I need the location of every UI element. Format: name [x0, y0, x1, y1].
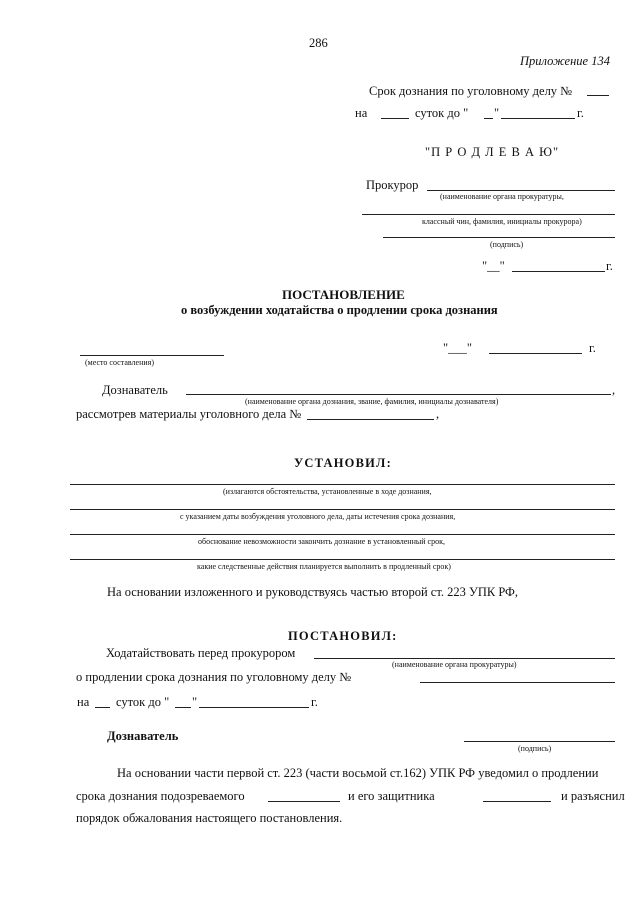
caption-decided-organ: (наименование органа прокуратуры) [392, 660, 517, 669]
term-line-text: Срок дознания по уголовному делу № [369, 84, 573, 98]
decided-heading: ПОСТАНОВИЛ: [288, 629, 398, 643]
decided-days-blank [95, 707, 110, 708]
quote-mid: " [494, 106, 500, 120]
investigator-comma: , [612, 383, 616, 397]
established-line-1 [70, 484, 615, 485]
established-caption-4: какие следственные действия планируется выполнить в продленный срок) [197, 562, 451, 571]
established-line-2 [70, 509, 615, 510]
decided-month-blank [199, 707, 309, 708]
place-blank [80, 355, 224, 356]
caption-place: (место составления) [85, 358, 154, 367]
decided-quote-mid: " [192, 695, 198, 709]
notice-line-3: порядок обжалования настоящего постановления. [76, 811, 343, 825]
established-caption-2: с указанием даты возбуждения уголовного дела, даты истечения срока дознания, [180, 512, 456, 521]
reviewed-text: рассмотрев материалы уголовного дела № [76, 407, 302, 421]
sutok-do-label: суток до " [415, 106, 469, 120]
page-number: 286 [309, 36, 328, 50]
days-blank [381, 118, 409, 119]
approval-date-blank [512, 271, 605, 272]
notice-line-2c: и разъяснил [561, 789, 625, 803]
established-caption-3: обоснование невозможности закончить дознание в установленный срок, [198, 537, 445, 546]
investigator-label: Дознаватель [102, 383, 168, 397]
year-g: г. [577, 106, 584, 120]
caption-rank: классный чин, фамилия, инициалы прокурора) [422, 217, 582, 226]
basis-text: На основании изложенного и руководствуясь частью второй ст. 223 УПК РФ, [107, 585, 519, 599]
established-line-4 [70, 559, 615, 560]
prokuror-blank [427, 190, 615, 191]
extension-text: о продлении срока дознания по уголовному делу № [76, 670, 352, 684]
established-heading: УСТАНОВИЛ: [294, 456, 392, 470]
na-label: на [355, 106, 368, 120]
prodlevayu-title: "П Р О Д Л Е В А Ю" [425, 145, 560, 159]
approval-date-g: г. [606, 259, 613, 273]
established-line-3 [70, 534, 615, 535]
decided-sutok-do: суток до " [116, 695, 170, 709]
established-caption-1: (излагаются обстоятельства, установленные в ходе дознания, [223, 487, 432, 496]
defender-blank [483, 801, 551, 802]
decided-na-label: на [77, 695, 90, 709]
petition-text: Ходатайствовать перед прокурором [106, 646, 296, 660]
caption-signature: (подпись) [518, 744, 552, 753]
signature-label: Дознаватель [107, 729, 179, 743]
suspect-blank [268, 801, 340, 802]
day-blank [484, 118, 493, 119]
rank-blank [362, 214, 615, 215]
notice-line-2a: срока дознания подозреваемого [76, 789, 245, 803]
caption-sign-prosecutor: (подпись) [490, 240, 524, 249]
document-subtitle: о возбуждении ходатайства о продлении срока дознания [181, 303, 498, 317]
signature-blank [464, 741, 615, 742]
notice-line-1: На основании части первой ст. 223 (части восьмой ст.162) УПК РФ уведомил о продлении [117, 766, 599, 780]
notice-line-2b: и его защитника [348, 789, 435, 803]
extension-case-blank [420, 682, 615, 683]
place-date-g: г. [589, 341, 596, 355]
place-date-quotes: "___" [443, 341, 472, 355]
case-number-blank [587, 95, 609, 96]
document-title: ПОСТАНОВЛЕНИЕ [282, 287, 405, 302]
caption-prosecution-organ: (наименование органа прокуратуры, [440, 192, 564, 201]
decided-day-blank [175, 707, 191, 708]
reviewed-comma: , [436, 407, 440, 421]
caption-investigator: (наименование органа дознания, звание, фамилия, инициалы дознавателя) [245, 397, 499, 406]
prokuror-label: Прокурор [366, 178, 419, 192]
month-blank [501, 118, 575, 119]
approval-date-quotes: "__" [482, 259, 505, 273]
appendix-label: Приложение 134 [520, 54, 610, 68]
sign-blank [383, 237, 615, 238]
investigator-blank [186, 394, 611, 395]
petition-blank [314, 658, 615, 659]
reviewed-case-blank [307, 419, 434, 420]
decided-year-g: г. [311, 695, 318, 709]
place-date-blank [489, 353, 582, 354]
